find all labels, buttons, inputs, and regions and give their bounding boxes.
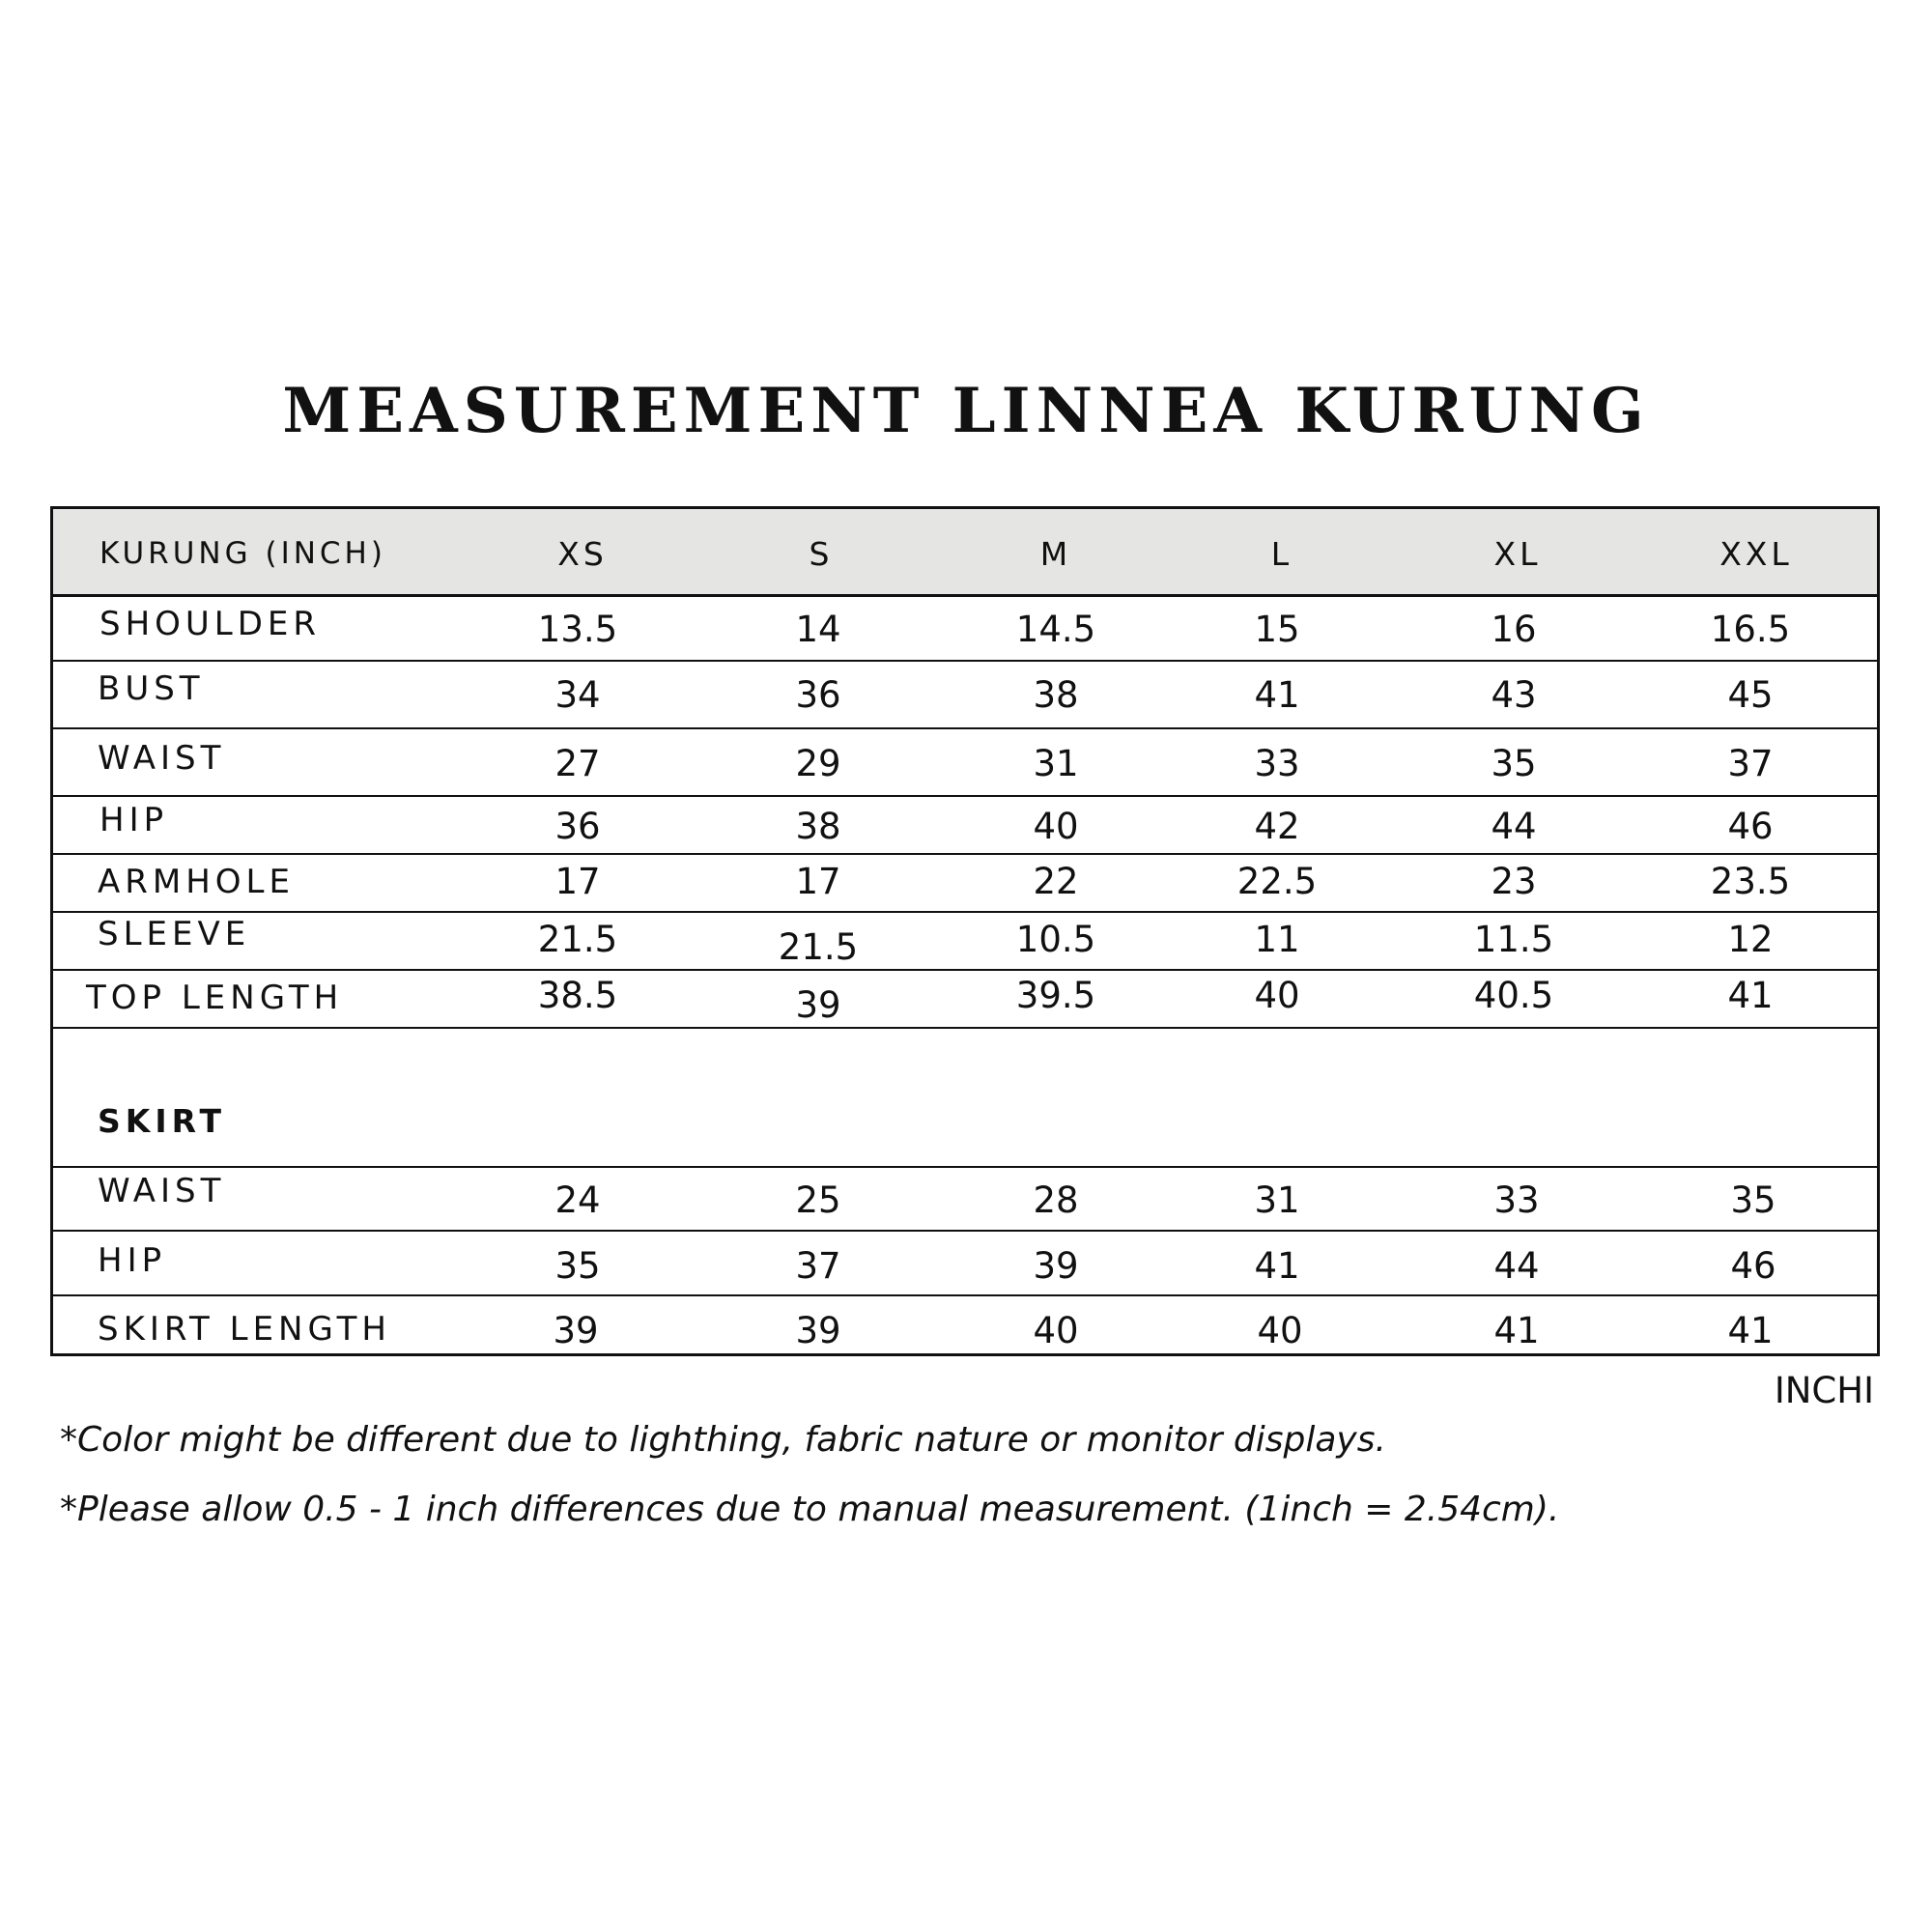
- table-cell: 37: [795, 1245, 841, 1287]
- table-cell: 22: [1033, 861, 1079, 902]
- table-cell: 44: [1491, 806, 1537, 847]
- table-cell: 35: [1491, 743, 1537, 784]
- unit-label: INCHI: [1774, 1370, 1874, 1411]
- table-cell: 40: [1254, 975, 1300, 1016]
- row-label: HIP: [98, 1241, 167, 1280]
- table-cell: 31: [1033, 743, 1079, 784]
- table-cell: 41: [1727, 1310, 1774, 1351]
- table-cell: 39: [1033, 1245, 1079, 1287]
- table-cell: 24: [554, 1179, 601, 1221]
- row-label: SKIRT LENGTH: [98, 1310, 391, 1349]
- table-row: [53, 855, 1877, 913]
- table-cell: 10.5: [1015, 919, 1096, 960]
- table-cell: 33: [1254, 743, 1300, 784]
- table-row: [53, 1168, 1877, 1232]
- table-cell: 39: [795, 1310, 841, 1351]
- table-cell: 46: [1730, 1245, 1776, 1287]
- table-cell: 41: [1493, 1310, 1540, 1351]
- table-cell: 33: [1493, 1179, 1540, 1221]
- table-cell: 16.5: [1710, 609, 1791, 650]
- table-cell: 14.5: [1015, 609, 1096, 650]
- table-cell: 29: [795, 743, 841, 784]
- table-row: [53, 729, 1877, 797]
- table-cell: 35: [1730, 1179, 1776, 1221]
- table-cell: 38: [1033, 674, 1079, 716]
- color-note: *Color might be different due to lighthing, fabric nature or monitor displays.: [60, 1420, 1386, 1460]
- table-cell: 44: [1493, 1245, 1540, 1287]
- table-cell: 39: [795, 984, 841, 1026]
- table-cell: 42: [1254, 806, 1300, 847]
- row-label: HIP: [99, 801, 169, 839]
- table-cell: 34: [554, 674, 601, 716]
- table-cell: 27: [554, 743, 601, 784]
- skirt-section-row: [53, 1029, 1877, 1168]
- table-row: [53, 1296, 1877, 1356]
- table-cell: 14: [795, 609, 841, 650]
- table-cell: 15: [1254, 609, 1300, 650]
- size-header: S: [809, 535, 834, 573]
- table-cell: 21.5: [778, 926, 859, 968]
- table-cell: 38.5: [537, 975, 618, 1016]
- row-label: WAIST: [98, 739, 226, 778]
- table-row: [53, 662, 1877, 729]
- table-cell: 41: [1254, 674, 1300, 716]
- table-cell: 41: [1254, 1245, 1300, 1287]
- row-label: SHOULDER: [99, 605, 322, 643]
- table-row: [53, 1232, 1877, 1296]
- table-cell: 39: [553, 1310, 599, 1351]
- row-label: SLEEVE: [98, 915, 251, 953]
- table-cell: 12: [1727, 919, 1774, 960]
- table-cell: 38: [795, 806, 841, 847]
- table-cell: 28: [1033, 1179, 1079, 1221]
- row-label: WAIST: [98, 1172, 226, 1210]
- page-title: MEASUREMENT LINNEA KURUNG: [282, 375, 1650, 447]
- size-header: L: [1270, 535, 1293, 573]
- table-cell: 40: [1033, 1310, 1079, 1351]
- table-cell: 35: [554, 1245, 601, 1287]
- table-cell: 31: [1254, 1179, 1300, 1221]
- table-cell: 22.5: [1236, 861, 1318, 902]
- table-cell: 11.5: [1473, 919, 1554, 960]
- table-row: [53, 797, 1877, 855]
- table-cell: 41: [1727, 975, 1774, 1016]
- table-cell: 16: [1491, 609, 1537, 650]
- table-row: [53, 971, 1877, 1029]
- table-cell: 46: [1727, 806, 1774, 847]
- table-cell: 23.5: [1710, 861, 1791, 902]
- section-title: SKIRT: [98, 1102, 227, 1140]
- row-label: ARMHOLE: [98, 863, 295, 901]
- measurement-note: *Please allow 0.5 - 1 inch differences due to manual measurement. (1inch = 2.54cm).: [60, 1490, 1560, 1529]
- table-cell: 39.5: [1015, 975, 1096, 1016]
- table-cell: 17: [554, 861, 601, 902]
- size-header: XL: [1493, 535, 1542, 573]
- table-row: [53, 913, 1877, 971]
- table-cell: 36: [554, 806, 601, 847]
- table-cell: 23: [1491, 861, 1537, 902]
- row-label: BUST: [98, 669, 205, 708]
- table-cell: 37: [1727, 743, 1774, 784]
- table-cell: 21.5: [537, 919, 618, 960]
- table-cell: 25: [795, 1179, 841, 1221]
- table-cell: 40: [1033, 806, 1079, 847]
- table-cell: 36: [795, 674, 841, 716]
- table-cell: 17: [795, 861, 841, 902]
- size-header: XXL: [1719, 535, 1793, 573]
- header-label: KURUNG (INCH): [99, 536, 386, 571]
- size-header: XS: [557, 535, 608, 573]
- table-cell: 40: [1257, 1310, 1303, 1351]
- table-cell: 40.5: [1473, 975, 1554, 1016]
- table-cell: 43: [1491, 674, 1537, 716]
- table-header-row: [53, 509, 1877, 597]
- row-label: TOP LENGTH: [86, 979, 344, 1017]
- table-cell: 45: [1727, 674, 1774, 716]
- size-header: M: [1039, 535, 1072, 573]
- table-cell: 11: [1254, 919, 1300, 960]
- table-cell: 13.5: [537, 609, 618, 650]
- table-row: [53, 597, 1877, 662]
- size-chart-table: [50, 506, 1880, 1356]
